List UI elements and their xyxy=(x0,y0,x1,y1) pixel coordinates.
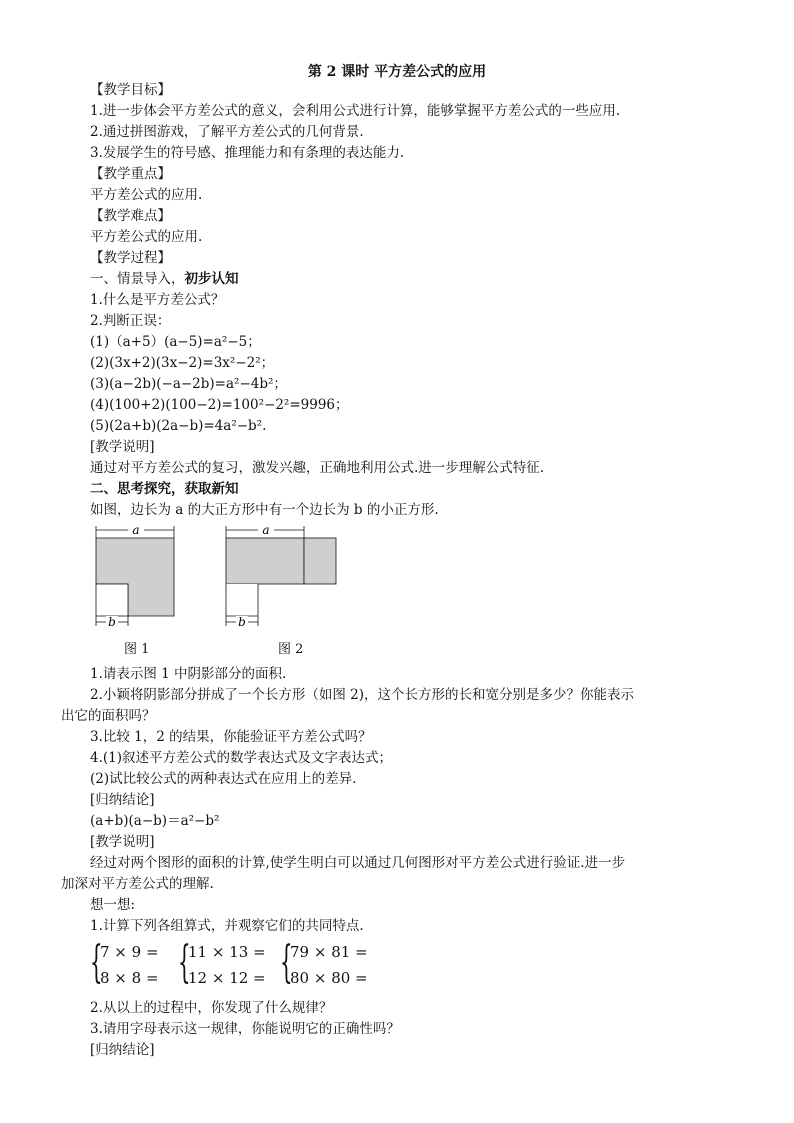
judge-item-1: (1)（a+5）(a−5)=a²−5； xyxy=(90,334,261,350)
judge-item-3: (3)(a−2b)(−a−2b)=a²−4b²； xyxy=(90,376,287,392)
key-text: 平方差公式的应用. xyxy=(90,187,203,203)
difficulty-heading: 【教学难点】 xyxy=(90,208,171,224)
goal-3: 3.发展学生的符号感、推理能力和有条理的表达能力. xyxy=(90,145,405,161)
section2-intro: 如图，边长为 a 的大正方形中有一个边长为 b 的小正方形. xyxy=(90,502,439,518)
small-square-1 xyxy=(96,584,128,616)
key-heading: 【教学重点】 xyxy=(90,166,171,182)
brace-icon: { xyxy=(90,937,103,988)
section1-q2: 2.判断正误： xyxy=(90,313,171,329)
section2-q1: 1.请表示图 1 中阴影部分的面积. xyxy=(90,666,287,682)
think-q1: 1.计算下列各组算式，并观察它们的共同特点. xyxy=(90,918,364,934)
label-a-1: a xyxy=(132,523,140,537)
goal-2: 2.通过拼图游戏，了解平方差公式的几何背景. xyxy=(90,124,364,140)
judge-item-2: (2)(3x+2)(3x−2)=3x²−2²； xyxy=(90,355,275,371)
calc-group-2 xyxy=(178,937,278,993)
section2-q3: 3.比较 1，2 的结果，你能验证平方差公式吗？ xyxy=(90,729,372,745)
calc-1-top: 7 × 9 = xyxy=(100,943,159,961)
section2-q4-a: 4.(1)叙述平方差公式的数学表达式及文字表达式； xyxy=(90,750,393,766)
conclusion-formula: (a+b)(a−b)＝a²−b² xyxy=(90,813,220,829)
section2-note-b: 加深对平方差公式的理解. xyxy=(61,876,214,892)
section2-note-a: 经过对两个图形的面积的计算,使学生明白可以通过几何图形对平方差公式进行验证.进一步 xyxy=(90,855,626,871)
figure-2-caption: 图 2 xyxy=(278,642,304,657)
section2-q4-b: (2)试比较公式的两种表达式在应用上的差异. xyxy=(90,771,357,787)
judge-item-5: (5)(2a+b)(2a−b)=4a²−b². xyxy=(90,418,267,434)
section1-note-label: [教学说明] xyxy=(90,439,155,455)
brace-icon: { xyxy=(178,937,191,988)
judge-item-4: (4)(100+2)(100−2)=100²−2²=9996； xyxy=(90,397,349,413)
brace-icon: { xyxy=(280,937,293,988)
section2-heading: 二、思考探究，获取新知 xyxy=(90,481,239,497)
difficulty-text: 平方差公式的应用. xyxy=(90,229,203,245)
figure-2 xyxy=(220,522,345,632)
empty-square-2 xyxy=(226,584,258,616)
moved-piece-2 xyxy=(304,538,336,584)
section1-note-text: 通过对平方差公式的复习，激发兴趣，正确地利用公式.进一步理解公式特征. xyxy=(90,460,545,476)
section1-q1: 1.什么是平方差公式？ xyxy=(90,292,225,308)
process-heading: 【教学过程】 xyxy=(90,250,171,266)
lesson-title: 第 2 课时 平方差公式的应用 xyxy=(307,64,487,80)
section1-heading xyxy=(90,269,239,289)
label-b-1: b xyxy=(108,615,116,629)
calc-3-bottom: 80 × 80 = xyxy=(290,969,368,987)
shaded-rect-2 xyxy=(226,538,304,584)
section2-q2-a: 2.小颖将阴影部分拼成了一个长方形（如图 2)，这个长方形的长和宽分别是多少？你能表示 xyxy=(90,687,635,703)
goal-heading: 【教学目标】 xyxy=(90,82,171,98)
section2-note-label: [教学说明] xyxy=(90,834,155,850)
label-a-2: a xyxy=(262,523,270,537)
calc-1-bottom: 8 × 8 = xyxy=(100,969,159,987)
calc-3-top: 79 × 81 = xyxy=(290,943,368,961)
label-b-2: b xyxy=(238,615,246,629)
think-q3: 3.请用字母表示这一规律，你能说明它的正确性吗？ xyxy=(90,1021,400,1037)
calc-2-top: 11 × 13 = xyxy=(188,943,266,961)
goal-1: 1.进一步体会平方差公式的意义，会利用公式进行计算，能够掌握平方差公式的一些应用. xyxy=(90,103,621,119)
think-label: 想一想: xyxy=(90,897,136,913)
figure-1-caption: 图 1 xyxy=(124,642,150,657)
calc-group-1 xyxy=(90,937,170,993)
calc-2-bottom: 12 × 12 = xyxy=(188,969,266,987)
calc-group-3 xyxy=(280,937,380,993)
final-conclusion-label: [归纳结论] xyxy=(90,1042,155,1058)
conclusion-label: [归纳结论] xyxy=(90,792,155,808)
figure-1 xyxy=(90,522,180,632)
section2-q2-b: 出它的面积吗？ xyxy=(61,708,156,724)
section1-heading-a: 一、情景导入， xyxy=(90,271,185,287)
section1-heading-b: 初步认知 xyxy=(184,271,239,287)
think-q2: 2.从以上的过程中，你发现了什么规律？ xyxy=(90,1000,333,1016)
